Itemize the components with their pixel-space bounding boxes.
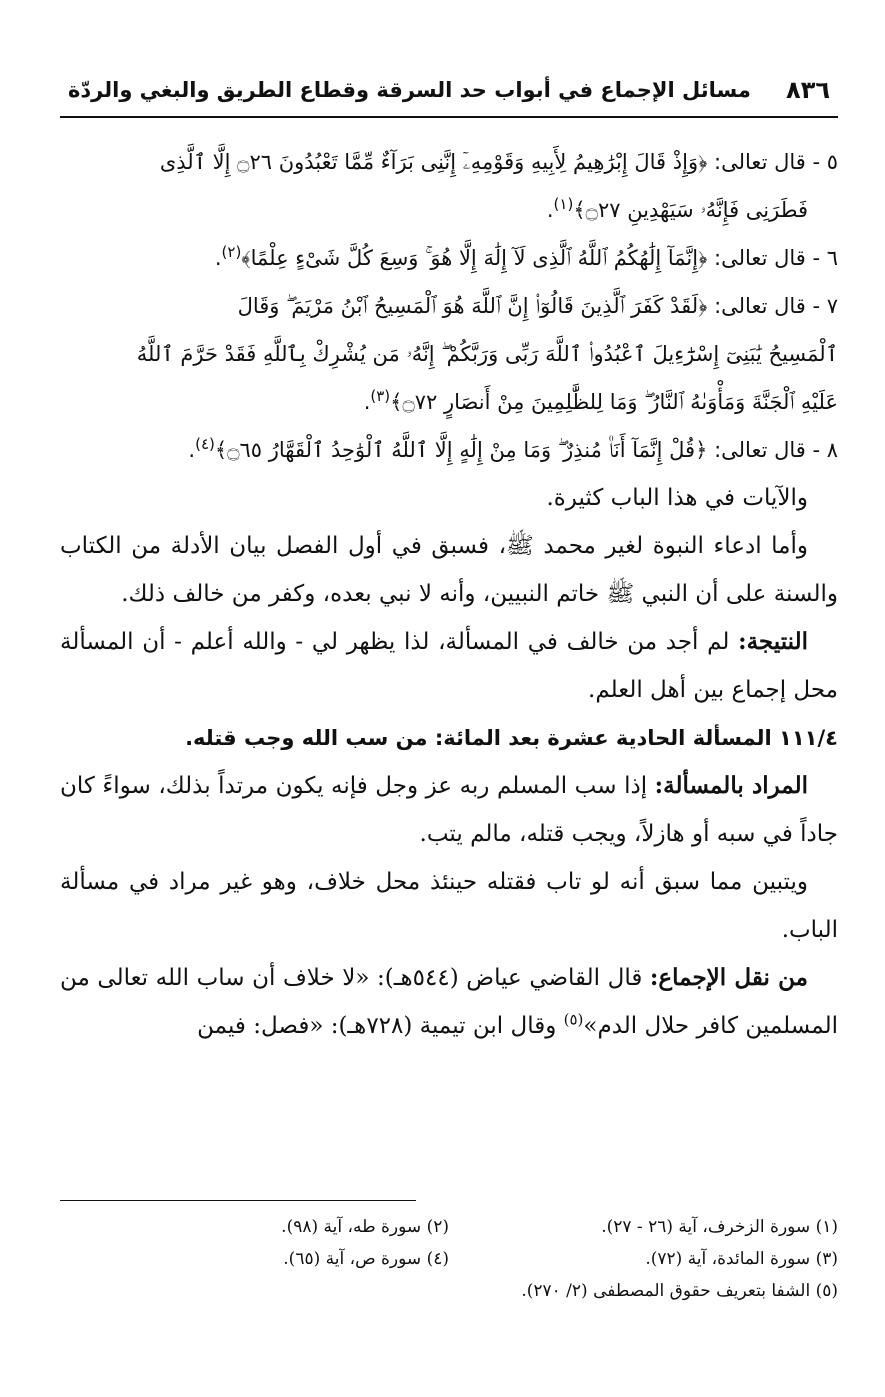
issue-heading: ١١١/٤ المسألة الحادية عشرة بعد المائة: من سب الله وجب قتله. [185,726,838,750]
footnote-marker: (٣) [370,387,391,405]
result-paragraph [60,618,838,714]
result-label: النتيجة: [738,628,808,655]
footnote-row [60,1243,838,1275]
footnote-marker: (٥) [563,1010,584,1029]
footnote-marker: (٤) [195,435,215,453]
consensus-text-2: وقال ابن تيمية (٧٢٨هـ): «فصل: فيمن [197,1013,564,1039]
footnote-3: (٣) سورة المائدة، آية (٧٢). [645,1249,838,1269]
verse-6: ٦ - قال تعالى: ﴿إِنَّمَآ إِلَٰهُكُمُ ٱللَّهُ ٱلَّذِى لَآ إِلَٰهَ إِلَّا هُوَ ۚ وَسِعَ كُلَّ شَىْءٍ عِلْمًا﴾$^{(٢)}$. [214,243,838,270]
page-body [60,118,838,1050]
running-title: مسائل الإجماع في أبواب حد السرقة وقطاع الطريق والبغي والردّة [68,78,751,102]
footnote-2: (٢) سورة طه، آية (٩٨). [281,1217,449,1237]
footnote-1: (١) سورة الزخرف، آية (٢٦ - ٢٧). [601,1217,838,1237]
meaning-text: إذا سب المسلم ربه عز وجل فإنه يكون مرتداً بذلك، سواءً كان جاداً في سبه أو هازلاً، ويجب قتله، مالم يتب. [60,773,838,847]
footnote-marker: (١) [553,195,574,213]
footnotes [60,1200,838,1307]
footnote-divider [60,1200,416,1201]
prophethood-paragraph: وأما ادعاء النبوة لغير محمد ﷺ، فسبق في أول الفصل بيان الأدلة من الكتاب والسنة على أن النبي ﷺ خاتم النبيين، وأنه لا نبي بعده، وكفر من خالف ذلك. [60,533,838,607]
footnote-5: (٥) الشفا بتعريف حقوق المصطفى (٢/ ٢٧٠). [521,1281,838,1301]
verse-5-line-1: ٥ - قال تعالى: ﴿وَإِذْ قَالَ إِبْرَٰهِيمُ لِأَبِيهِ وَقَوْمِهِۦٓ إِنَّنِى بَرَآءٌ مِّمَّا تَعْبُدُونَ ۝٢٦ إِلَّا ٱلَّذِى [159,150,838,174]
verse-7-line-1: ٧ - قال تعالى: ﴿لَقَدْ كَفَرَ ٱلَّذِينَ قَالُوٓا۟ إِنَّ ٱللَّهَ هُوَ ٱلْمَسِيحُ ٱبْنُ مَرْيَمَ ۖ وَقَالَ [237,294,838,318]
consensus-label: من نقل الإجماع: [649,964,808,991]
verse-5-line-2: فَطَرَنِى فَإِنَّهُۥ سَيَهْدِينِ ۝٢٧﴾$^{(١)}$. [546,195,808,222]
verse-8: ٨ - قال تعالى: ﴿قُلْ إِنَّمَآ أَنَا۠ مُنذِرٌ ۖ وَمَا مِنْ إِلَٰهٍ إِلَّا ٱللَّهُ ٱلْوَٰحِدُ ٱلْقَهَّارُ ۝٦٥﴾$^{(٤)}$. [188,435,838,462]
footnote-row [60,1275,838,1307]
page-header [60,70,838,118]
verse-7-line-3: عَلَيْهِ ٱلْجَنَّةَ وَمَأْوَىٰهُ ٱلنَّارُ ۖ وَمَا لِلظَّٰلِمِينَ مِنْ أَنصَارٍ ۝٧٢﴾$^{(٣)}$. [363,387,838,414]
footnote-marker: (٢) [221,243,242,261]
footnote-row [60,1211,838,1243]
meaning-paragraph [60,762,838,858]
consensus-paragraph [60,954,838,1050]
ayat-many-paragraph: والآيات في هذا الباب كثيرة. [546,485,808,511]
result-text: لم أجد من خالف في المسألة، لذا يظهر لي - والله أعلم - أن المسألة محل إجماع بين أهل العلم. [60,629,838,703]
page-number: ٨٣٦ [786,76,830,104]
verse-7-line-2: ٱلْمَسِيحُ يَٰبَنِىٓ إِسْرَٰٓءِيلَ ٱعْبُدُوا۟ ٱللَّهَ رَبِّى وَرَبَّكُمْ ۖ إِنَّهُۥ مَن يُشْرِكْ بِٱللَّهِ فَقَدْ حَرَّمَ ٱللَّهُ [136,342,838,366]
book-page [60,70,838,1050]
consensus-text-1: قال القاضي عياض (٥٤٤هـ): «لا خلاف أن ساب الله تعالى من المسلمين كافر حلال الدم» [60,965,838,1039]
meaning-label: المراد بالمسألة: [654,772,808,799]
footnote-4: (٤) سورة ص، آية (٦٥). [283,1249,449,1269]
clarify-paragraph: ويتبين مما سبق أنه لو تاب فقتله حينئذ محل خلاف، وهو غير مراد في مسألة الباب. [60,869,838,943]
